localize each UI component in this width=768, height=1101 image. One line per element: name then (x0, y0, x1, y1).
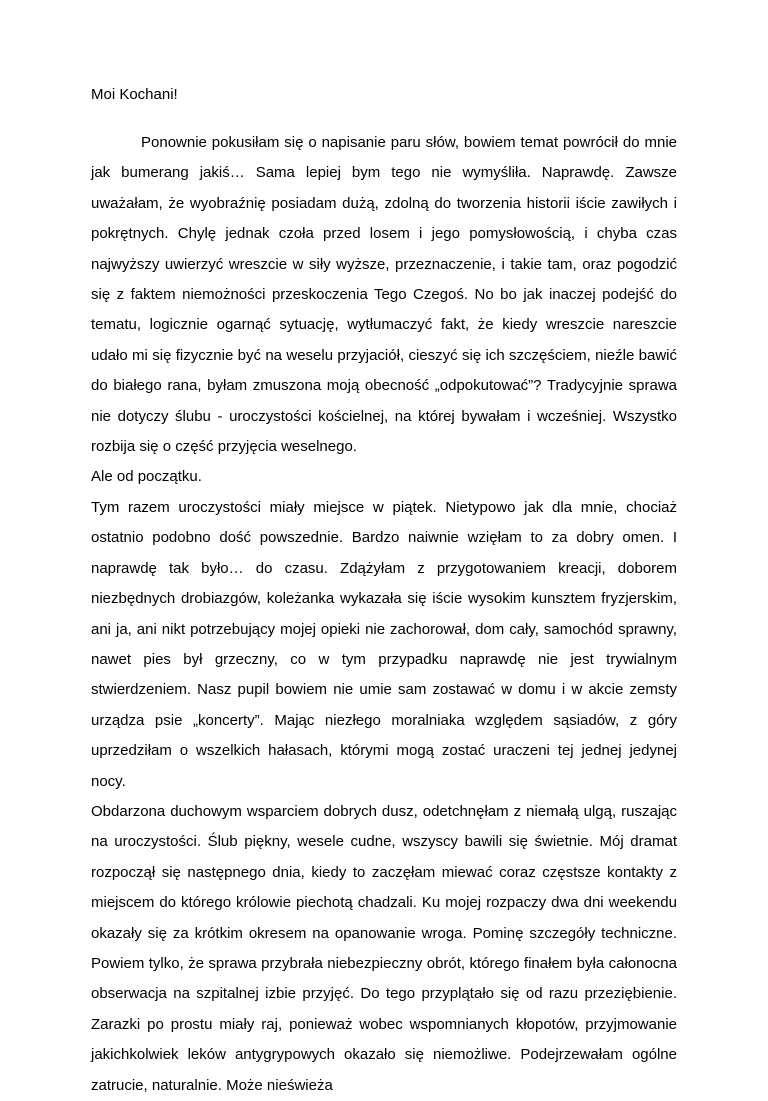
greeting: Moi Kochani! (91, 86, 178, 103)
paragraph-preparations: Tym razem uroczystości miały miejsce w piątek. Nietypowo jak dla mnie, chociaż ostatnio podobno dość powszednie. Bardzo naiwnie wzięłam to za dobry omen. I naprawdę tak było… do czasu. Zdążyłam z przygotowaniem kreacji, doborem niezbędnych drobiazgów, koleżanka wykazała się iście wysokim kunsztem fryzjerskim, ani ja, ani nikt potrzebujący mojej opieki nie zachorował, dom cały, samochód sprawny, nawet pies był grzeczny, co w tym przypadku naprawdę nie jest trywialnym stwierdzeniem. Nasz pupil bowiem nie umie sam zostawać w domu i w akcie zemsty urządza psie „koncerty”. Mając niezłego moralniaka względem sąsiadów, z góry uprzedziłam o wszelkich hałasach, którymi mogą zostać uraczeni tej jednej jedynej nocy. (91, 498, 677, 790)
paragraph-transition: Ale od początku. (91, 468, 202, 486)
paragraph-aftermath: Obdarzona duchowym wsparciem dobrych dusz, odetchnęłam z niemałą ulgą, ruszając na uroczystości. Ślub piękny, wesele cudne, wszyscy bawili się świetnie. Mój dramat rozpoczął się następnego dnia, kiedy to zaczęłam miewać coraz częstsze kontakty z miejscem do którego królowie piechotą chadzali. Ku mojej rozpaczy dwa dni weekendu okazały się za krótkim okresem na opanowanie wroga. Pominę szczegóły techniczne. Powiem tylko, że sprawa przybrała niebezpieczny obrót, którego finałem była całonocna obserwacja na szpitalnej izbie przyjęć. Do tego przyplątało się od razu przeziębienie. Zarazki po prostu miały raj, ponieważ wobec wspomnianych kłopotów, przyjmowanie jakichkolwiek leków antygrypowych okazało się niemożliwe. Podejrzewałam ogólne zatrucie, naturalnie. Może nieświeża (91, 802, 677, 1094)
paragraph-intro: Ponownie pokusiłam się o napisanie paru słów, bowiem temat powrócił do mnie jak bumerang jakiś… Sama lepiej bym tego nie wymyśliła. Naprawdę. Zawsze uważałam, że wyobraźnię posiadam dużą, zdolną do tworzenia historii iście zawiłych i pokrętnych. Chylę jednak czoła przed losem i jego pomysłowością, i chyba czas najwyższy uwierzyć wreszcie w siły wyższe, przeznaczenie, i takie tam, oraz pogodzić się z faktem niemożności przeskoczenia Tego Czegoś. No bo jak inaczej podejść do tematu, logicznie ogarnąć sytuację, wytłumaczyć fakt, że kiedy wreszcie nareszcie udało mi się fizycznie być na weselu przyjaciół, cieszyć się ich szczęściem, nieźle bawić do białego rana, byłam zmuszona moją obecność „odpokutować”? Tradycyjnie sprawa nie dotyczy ślubu - uroczystości kościelnej, na której bywałam i wcześniej. Wszystko rozbija się o część przyjęcia weselnego. (91, 134, 677, 456)
document-page (91, 86, 677, 1101)
